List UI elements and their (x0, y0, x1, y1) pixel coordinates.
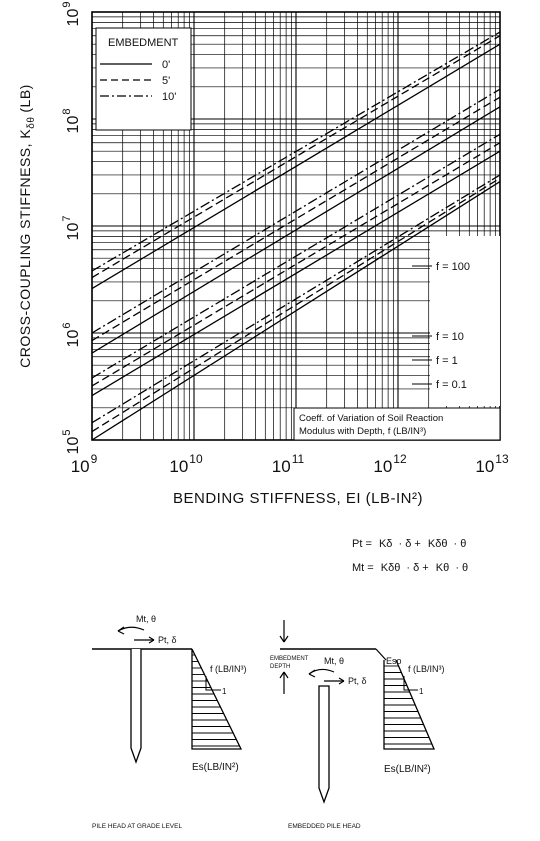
load-label-embedded: Pt, δ (348, 676, 367, 686)
note-line-2: Modulus with Depth, f (LB/IN³) (299, 426, 427, 437)
y-tick-labels (61, 2, 82, 455)
x-axis-label: BENDING STIFFNESS, EI (LB-IN²) (172, 490, 424, 507)
pile-shaft (131, 649, 141, 762)
y-tick-label-2: $10^7$ (61, 215, 82, 241)
equation-pt: Pt = Kδ · δ + Kδθ · θ (352, 538, 467, 550)
es-label-embedded: Es(LB/IN²) (384, 764, 431, 775)
legend-entry-0: 0' (162, 59, 171, 71)
diagram-grade-level (92, 614, 247, 830)
y-axis-label: CROSS-COUPLING STIFFNESS, $K_{\delta\theta}(LB)$ (17, 84, 37, 368)
eso-label: Eso (386, 656, 402, 666)
legend-title: EMBEDMENT (108, 37, 179, 49)
slope-one: 1 (222, 687, 227, 696)
x-tick-label-1: $10^{10}$ (169, 452, 203, 476)
legend (96, 28, 191, 130)
load-label: Pt, δ (158, 635, 177, 645)
y-tick-label-0: $10^5$ (61, 429, 82, 455)
family-label-1: f = 10 (436, 331, 464, 343)
f-label: f (LB/IN³) (210, 664, 247, 674)
note-line-1: Coeff. of Variation of Soil Reaction (299, 413, 444, 424)
equations (352, 538, 468, 574)
note-box (294, 408, 500, 440)
diagram-embedded (270, 620, 445, 830)
family-label-3: f = 0.1 (436, 379, 467, 391)
f-label-embedded: f (LB/IN³) (408, 664, 445, 674)
pile-shaft-embedded (319, 686, 329, 802)
equation-mt: Mt = Kδθ · δ + Kθ · θ (352, 562, 469, 574)
family-label-0: f = 100 (436, 261, 470, 273)
embedment-depth-line-1: EMBEDMENT (270, 656, 309, 662)
caption-embedded: EMBEDDED PILE HEAD (288, 823, 361, 830)
moment-label: Mt, θ (136, 614, 157, 624)
embedment-depth-line-2: DEPTH (270, 664, 291, 670)
slope-one-embedded: 1 (419, 687, 424, 696)
moment-label-embedded: Mt, θ (324, 656, 345, 666)
ground-slope (376, 649, 386, 660)
x-tick-label-4: $10^{13}$ (475, 452, 509, 476)
y-tick-label-1: $10^6$ (61, 322, 82, 348)
es-label: Es(LB/IN²) (192, 762, 239, 773)
legend-entry-2: 10' (162, 91, 177, 103)
x-tick-label-2: $10^{11}$ (271, 452, 305, 476)
y-tick-label-3: $10^8$ (61, 108, 82, 134)
y-tick-label-4: $10^9$ (61, 1, 82, 27)
x-tick-label-3: $10^{12}$ (373, 452, 407, 476)
legend-entry-1: 5' (162, 75, 171, 87)
family-label-2: f = 1 (436, 355, 458, 367)
caption-grade-level: PILE HEAD AT GRADE LEVEL (92, 823, 183, 830)
x-tick-labels (71, 452, 509, 476)
x-tick-label-0: $10^9$ (70, 452, 98, 476)
